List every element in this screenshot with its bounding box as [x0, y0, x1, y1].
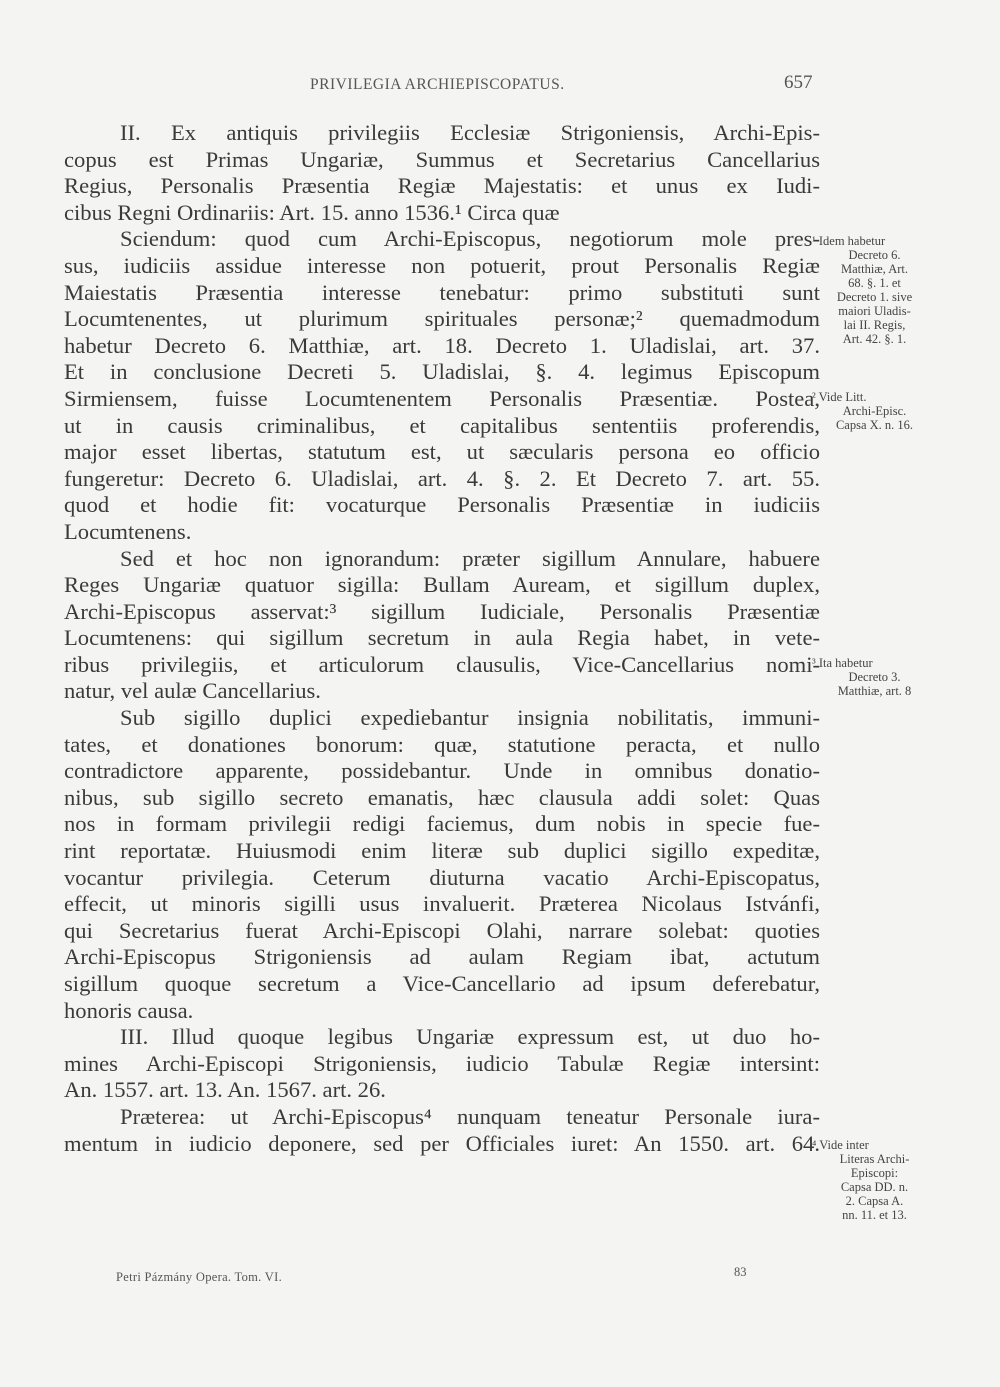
- margin-note-line: lai II. Regis,: [843, 318, 906, 332]
- text-line: Locumtenens.: [64, 518, 192, 544]
- text-line: honoris causa.: [64, 997, 194, 1023]
- text-line: Reges Ungariæ quatuor sigilla: Bullam Auream, et sigillum duplex,: [64, 572, 820, 598]
- margin-note-line: nn. 11. et 13.: [842, 1208, 907, 1222]
- margin-note-line: Literas Archi-: [839, 1152, 910, 1166]
- running-header-title: PRIVILEGIA ARCHIEPISCOPATUS.: [310, 76, 565, 93]
- text-line: habetur Decreto 6. Matthiæ, art. 18. Decreto 1. Uladislai, art. 37.: [64, 332, 820, 358]
- text-line: Præterea: ut Archi-Episcopus⁴ nunquam teneatur Personale iura-: [120, 1103, 820, 1129]
- margin-note-line: Episcopi:: [850, 1166, 899, 1180]
- text-line: qui Secretarius fuerat Archi-Episcopi Olahi, narrare solebat: quoties: [64, 917, 820, 943]
- margin-note-3: [812, 656, 937, 698]
- text-line: sus, iudiciis assidue interesse non potuerit, prout Personalis Regiæ: [64, 252, 820, 278]
- text-line: quod et hodie fit: vocaturque Personalis Præsentiæ in iudiciis: [64, 492, 820, 518]
- margin-note-line: Decreto 6.: [848, 248, 901, 262]
- text-line: sigillum quoque secretum a Vice-Cancellario ad ipsum deferebatur,: [64, 971, 820, 996]
- margin-note-line: Matthiæ, art. 8: [837, 684, 912, 698]
- margin-note-line: Matthiæ, Art.: [840, 262, 909, 276]
- margin-note-line: 68. §. 1. et: [848, 276, 901, 290]
- margin-note-4: [812, 1138, 937, 1222]
- text-line: nos in formam privilegii redigi faciemus, dum nobis in specie fue-: [64, 811, 820, 837]
- text-line: Locumtenentes, ut plurimum spirituales personæ;² quemadmodum: [64, 306, 820, 332]
- text-line: II. Ex antiquis privilegiis Ecclesiæ Strigoniensis, Archi-Epis-: [120, 120, 820, 145]
- text-line: Sciendum: quod cum Archi-Episcopus, negotiorum mole pres-: [120, 226, 820, 252]
- text-line: natur, vel aulæ Cancellarius.: [64, 678, 321, 704]
- margin-note-line: maiori Uladis-: [838, 304, 911, 318]
- text-line: Et in conclusione Decreti 5. Uladislai, §. 4. legimus Episcopum: [64, 359, 820, 385]
- margin-note-line: Archi-Episc.: [842, 404, 907, 418]
- text-line: mentum in iudicio deponere, sed per Officiales iuret: An 1550. art. 64.: [64, 1130, 820, 1156]
- text-line: contradictore apparente, possidebantur. Unde in omnibus donatio-: [64, 758, 820, 784]
- text-line: III. Illud quoque legibus Ungariæ expressum est, ut duo ho-: [120, 1024, 820, 1050]
- text-line: effecit, ut minoris sigilli usus invaluerit. Præterea Nicolaus Istvánfi,: [64, 891, 820, 917]
- text-line: Maiestatis Præsentia interesse tenebatur: primo substituti sunt: [64, 279, 820, 305]
- text-line: mines Archi-Episcopi Strigoniensis, iudicio Tabulæ Regiæ intersint:: [64, 1050, 820, 1076]
- margin-note-1: [812, 234, 937, 346]
- footer-signature-mark: 83: [734, 1265, 747, 1279]
- page-number: 657: [784, 72, 813, 93]
- text-line: tates, et donationes bonorum: quæ, statutione peracta, et nullo: [64, 731, 820, 757]
- text-line: Sirmiensem, fuisse Locumtenentem Personalis Præsentiæ. Postea,: [64, 385, 820, 411]
- text-line: fungeretur: Decreto 6. Uladislai, art. 4. §. 2. Et Decreto 7. art. 55.: [64, 465, 820, 491]
- text-line: rint reportatæ. Huiusmodi enim literæ sub duplici sigillo expeditæ,: [64, 838, 820, 864]
- text-line: nibus, sub sigillo secreto emanatis, hæc clausula addi solet: Quas: [64, 784, 820, 810]
- margin-note-line: Decreto 3.: [848, 670, 901, 684]
- margin-note-2: [812, 390, 937, 432]
- text-line: vocantur privilegia. Ceterum diuturna vacatio Archi-Episcopatus,: [64, 864, 820, 890]
- text-line: An. 1557. art. 13. An. 1567. art. 26.: [64, 1077, 386, 1103]
- footer-series-title: Petri Pázmány Opera. Tom. VI.: [116, 1270, 283, 1284]
- margin-note-line: Art. 42. §. 1.: [842, 332, 907, 346]
- text-line: ut in causis criminalibus, et capitalibus sententiis proferendis,: [64, 412, 820, 438]
- text-line: ribus privilegiis, et articulorum clausulis, Vice-Cancellarius nomi-: [64, 651, 820, 677]
- margin-note-line: ⁴ Vide inter: [812, 1138, 869, 1152]
- margin-note-line: Capsa X. n. 16.: [835, 418, 914, 432]
- text-line: Locumtenens: qui sigillum secretum in aula Regia habet, in vete-: [64, 625, 820, 651]
- text-line: Archi-Episcopus asservat:³ sigillum Iudiciale, Personalis Præsentiæ: [64, 598, 820, 624]
- text-line: Sub sigillo duplici expediebantur insignia nobilitatis, immuni-: [120, 705, 820, 731]
- text-line: Archi-Episcopus Strigoniensis ad aulam Regiam ibat, actutum: [64, 944, 820, 970]
- main-text-body: [64, 120, 820, 1157]
- margin-note-line: 2. Capsa A.: [845, 1194, 904, 1208]
- margin-note-line: ³ Ita habetur: [812, 656, 873, 670]
- text-line: Sed et hoc non ignorandum: præter sigillum Annulare, habuere: [120, 545, 820, 571]
- margin-note-line: ² Vide Litt.: [812, 390, 867, 404]
- margin-note-line: Decreto 1. sive: [836, 290, 913, 304]
- margin-note-line: Capsa DD. n.: [840, 1180, 909, 1194]
- text-line: cibus Regni Ordinariis: Art. 15. anno 1536.¹ Circa quæ: [64, 199, 560, 225]
- text-line: Regius, Personalis Præsentia Regiæ Majestatis: et unus ex Iudi-: [64, 173, 820, 199]
- text-line: copus est Primas Ungariæ, Summus et Secretarius Cancellarius: [64, 146, 820, 172]
- text-line: major esset libertas, statutum est, ut sæcularis persona eo officio: [64, 439, 820, 465]
- margin-note-line: ¹ Idem habetur: [812, 234, 886, 248]
